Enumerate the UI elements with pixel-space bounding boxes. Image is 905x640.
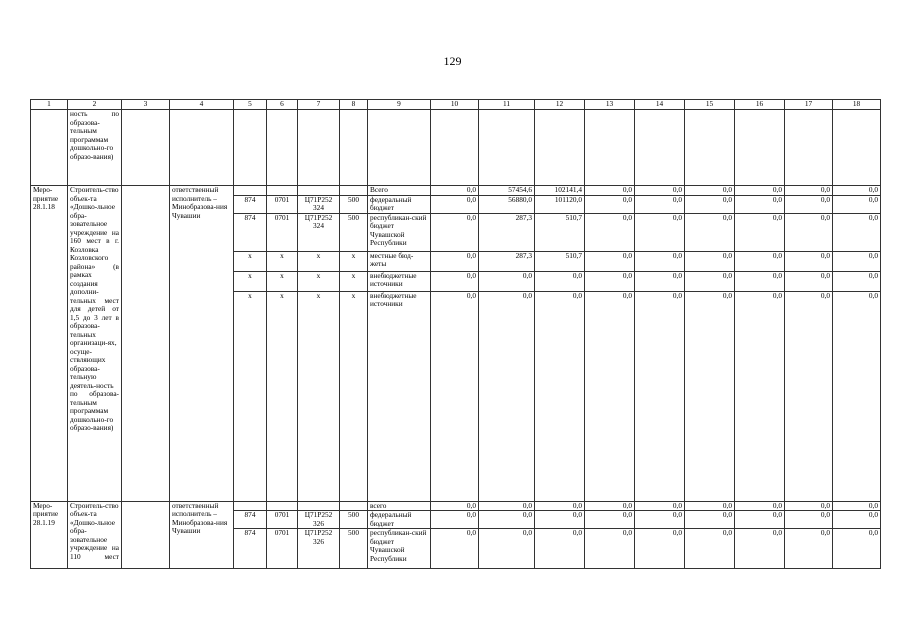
code-target-article: Ц71P252 324 — [298, 195, 340, 213]
year-value: 0,0 — [635, 501, 685, 511]
header-cell-15: 15 — [685, 100, 735, 110]
table-row — [31, 501, 881, 511]
year-value: 0,0 — [833, 195, 881, 213]
code-grbs: x — [234, 251, 267, 271]
year-value: 0,0 — [833, 501, 881, 511]
year-value: 0,0 — [431, 213, 479, 251]
continuation-cell-13 — [585, 110, 635, 186]
year-value: 0,0 — [735, 195, 785, 213]
year-value: 0,0 — [685, 529, 735, 569]
year-value: 0,0 — [585, 251, 635, 271]
year-value: 0,0 — [735, 529, 785, 569]
year-value: 0,0 — [431, 195, 479, 213]
header-cell-9: 9 — [368, 100, 431, 110]
year-value: 0,0 — [785, 195, 833, 213]
funding-source: республикан-ский бюджет Чувашской Республики — [368, 529, 431, 569]
header-cell-8: 8 — [340, 100, 368, 110]
measure-id: Меро-приятие 28.1.18 — [31, 186, 68, 502]
header-cell-16: 16 — [735, 100, 785, 110]
continuation-cell-3 — [122, 110, 170, 186]
year-value: 0,0 — [685, 213, 735, 251]
year-value: 0,0 — [685, 186, 735, 196]
code-section: x — [267, 251, 298, 271]
year-value: 0,0 — [431, 511, 479, 529]
measure-id: Меро-приятие 28.1.19 — [31, 501, 68, 569]
year-value: 0,0 — [585, 529, 635, 569]
continuation-cell-11 — [479, 110, 535, 186]
code-expense-type: 500 — [340, 529, 368, 569]
year-value: 510,7 — [535, 251, 585, 271]
code-grbs: 874 — [234, 195, 267, 213]
funding-source: Всего — [368, 186, 431, 196]
funding-source: всего — [368, 501, 431, 511]
code-section — [267, 186, 298, 196]
year-value: 287,3 — [479, 251, 535, 271]
year-value: 0,0 — [635, 251, 685, 271]
year-value: 0,0 — [479, 291, 535, 501]
year-value: 0,0 — [635, 511, 685, 529]
responsible-executor: ответственный исполнитель – Минобразова-ния Чувашии — [170, 186, 234, 502]
year-value: 0,0 — [685, 511, 735, 529]
year-value: 0,0 — [431, 271, 479, 291]
year-value: 0,0 — [685, 501, 735, 511]
table-row — [31, 186, 881, 196]
year-value: 0,0 — [735, 511, 785, 529]
continuation-cell-4 — [170, 110, 234, 186]
funding-source: внебюджетные источники — [368, 271, 431, 291]
header-cell-17: 17 — [785, 100, 833, 110]
year-value: 0,0 — [585, 195, 635, 213]
continuation-description: ность по образова-тельным программам дошкольно-го образо-вания) — [68, 110, 122, 186]
year-value: 57454,6 — [479, 186, 535, 196]
header-cell-5: 5 — [234, 100, 267, 110]
year-value: 0,0 — [833, 186, 881, 196]
code-section: 0701 — [267, 511, 298, 529]
year-value: 0,0 — [833, 213, 881, 251]
continuation-cell-9 — [368, 110, 431, 186]
header-cell-2: 2 — [68, 100, 122, 110]
year-value: 0,0 — [685, 195, 735, 213]
header-cell-12: 12 — [535, 100, 585, 110]
year-value: 0,0 — [685, 291, 735, 501]
year-value: 0,0 — [431, 251, 479, 271]
year-value: 0,0 — [833, 251, 881, 271]
year-value: 0,0 — [635, 529, 685, 569]
code-expense-type: x — [340, 271, 368, 291]
year-value: 0,0 — [833, 529, 881, 569]
year-value: 0,0 — [785, 291, 833, 501]
page-number: 129 — [443, 54, 462, 68]
year-value: 0,0 — [735, 251, 785, 271]
year-value: 0,0 — [735, 213, 785, 251]
code-target-article: x — [298, 251, 340, 271]
year-value: 0,0 — [431, 186, 479, 196]
year-value: 0,0 — [785, 501, 833, 511]
measure-description: Строитель-ство объек-та «Дошко-льное обра-зовательное учреждение на 160 мест в г. Козловка Козловского района» (в рамках создания дополни-тельных мест для детей от 1,5 до 3 лет в образова-тельных организаци-ях, осуще-ствляющих образова-тельную деятель-ность по образова-тельным программам дошкольно-го образо-вания) — [68, 186, 122, 502]
code-grbs: 874 — [234, 529, 267, 569]
continuation-cell-16 — [735, 110, 785, 186]
code-section — [267, 501, 298, 511]
code-expense-type: 500 — [340, 195, 368, 213]
header-cell-6: 6 — [267, 100, 298, 110]
year-value: 0,0 — [735, 291, 785, 501]
code-section: 0701 — [267, 213, 298, 251]
header-cell-11: 11 — [479, 100, 535, 110]
year-value: 0,0 — [535, 511, 585, 529]
code-section: x — [267, 291, 298, 501]
year-value: 0,0 — [431, 501, 479, 511]
continuation-cell-1 — [31, 110, 68, 186]
header-row — [31, 100, 881, 110]
year-value: 0,0 — [735, 271, 785, 291]
header-cell-1: 1 — [31, 100, 68, 110]
year-value: 0,0 — [635, 213, 685, 251]
funding-source: внебюджетные источники — [368, 291, 431, 501]
code-target-article — [298, 501, 340, 511]
year-value: 0,0 — [785, 271, 833, 291]
year-value: 102141,4 — [535, 186, 585, 196]
year-value: 287,3 — [479, 213, 535, 251]
year-value: 0,0 — [833, 511, 881, 529]
year-value: 0,0 — [635, 271, 685, 291]
year-value: 0,0 — [535, 291, 585, 501]
year-value: 0,0 — [785, 213, 833, 251]
year-value: 0,0 — [479, 271, 535, 291]
header-cell-14: 14 — [635, 100, 685, 110]
code-target-article — [298, 186, 340, 196]
year-value: 0,0 — [685, 271, 735, 291]
year-value: 0,0 — [431, 529, 479, 569]
year-value: 101120,0 — [535, 195, 585, 213]
year-value: 510,7 — [535, 213, 585, 251]
header-cell-10: 10 — [431, 100, 479, 110]
year-value: 0,0 — [479, 511, 535, 529]
continuation-cell-15 — [685, 110, 735, 186]
header-cell-3: 3 — [122, 100, 170, 110]
year-value: 0,0 — [635, 186, 685, 196]
continuation-cell-14 — [635, 110, 685, 186]
year-value: 0,0 — [635, 195, 685, 213]
code-expense-type — [340, 186, 368, 196]
continuation-cell-18 — [833, 110, 881, 186]
year-value: 0,0 — [585, 271, 635, 291]
funding-source: местные бюд-жеты — [368, 251, 431, 271]
header-cell-4: 4 — [170, 100, 234, 110]
year-value: 0,0 — [785, 251, 833, 271]
year-value: 0,0 — [479, 529, 535, 569]
header-cell-18: 18 — [833, 100, 881, 110]
continuation-cell-7 — [298, 110, 340, 186]
funding-source: федеральный бюджет — [368, 511, 431, 529]
year-value: 0,0 — [735, 501, 785, 511]
code-grbs: x — [234, 291, 267, 501]
continuation-cell-17 — [785, 110, 833, 186]
header-cell-7: 7 — [298, 100, 340, 110]
code-section: 0701 — [267, 195, 298, 213]
year-value: 0,0 — [431, 291, 479, 501]
code-grbs — [234, 501, 267, 511]
code-grbs — [234, 186, 267, 196]
continuation-cell-6 — [267, 110, 298, 186]
year-value: 0,0 — [535, 271, 585, 291]
code-grbs: 874 — [234, 213, 267, 251]
code-target-article: Ц71P252 326 — [298, 511, 340, 529]
continuation-cell-5 — [234, 110, 267, 186]
code-target-article: x — [298, 291, 340, 501]
code-section: 0701 — [267, 529, 298, 569]
code-grbs: 874 — [234, 511, 267, 529]
code-section: x — [267, 271, 298, 291]
code-target-article: Ц71P252 324 — [298, 213, 340, 251]
measure-col3 — [122, 186, 170, 502]
funding-source: республикан-ский бюджет Чувашской Республики — [368, 213, 431, 251]
code-expense-type — [340, 501, 368, 511]
code-expense-type: x — [340, 291, 368, 501]
continuation-row — [31, 110, 881, 186]
program-funding-table — [30, 99, 881, 569]
year-value: 0,0 — [535, 501, 585, 511]
code-expense-type: 500 — [340, 213, 368, 251]
year-value: 0,0 — [785, 529, 833, 569]
funding-source: федеральный бюджет — [368, 195, 431, 213]
year-value: 0,0 — [479, 501, 535, 511]
code-grbs: x — [234, 271, 267, 291]
code-expense-type: 500 — [340, 511, 368, 529]
year-value: 0,0 — [585, 291, 635, 501]
measure-col3 — [122, 501, 170, 569]
year-value: 0,0 — [635, 291, 685, 501]
code-target-article: x — [298, 271, 340, 291]
continuation-cell-12 — [535, 110, 585, 186]
year-value: 0,0 — [685, 251, 735, 271]
measure-description: Строитель-ство объек-та «Дошко-льное обра-зовательное учреждение на 110 мест — [68, 501, 122, 569]
year-value: 0,0 — [735, 186, 785, 196]
year-value: 0,0 — [785, 511, 833, 529]
year-value: 56880,0 — [479, 195, 535, 213]
year-value: 0,0 — [585, 511, 635, 529]
year-value: 0,0 — [833, 271, 881, 291]
responsible-executor: ответственный исполнитель – Минобразова-ния Чувашии — [170, 501, 234, 569]
code-expense-type: x — [340, 251, 368, 271]
year-value: 0,0 — [585, 501, 635, 511]
year-value: 0,0 — [535, 529, 585, 569]
year-value: 0,0 — [585, 186, 635, 196]
code-target-article: Ц71P252 326 — [298, 529, 340, 569]
year-value: 0,0 — [833, 291, 881, 501]
continuation-cell-8 — [340, 110, 368, 186]
header-cell-13: 13 — [585, 100, 635, 110]
continuation-cell-10 — [431, 110, 479, 186]
year-value: 0,0 — [785, 186, 833, 196]
year-value: 0,0 — [585, 213, 635, 251]
